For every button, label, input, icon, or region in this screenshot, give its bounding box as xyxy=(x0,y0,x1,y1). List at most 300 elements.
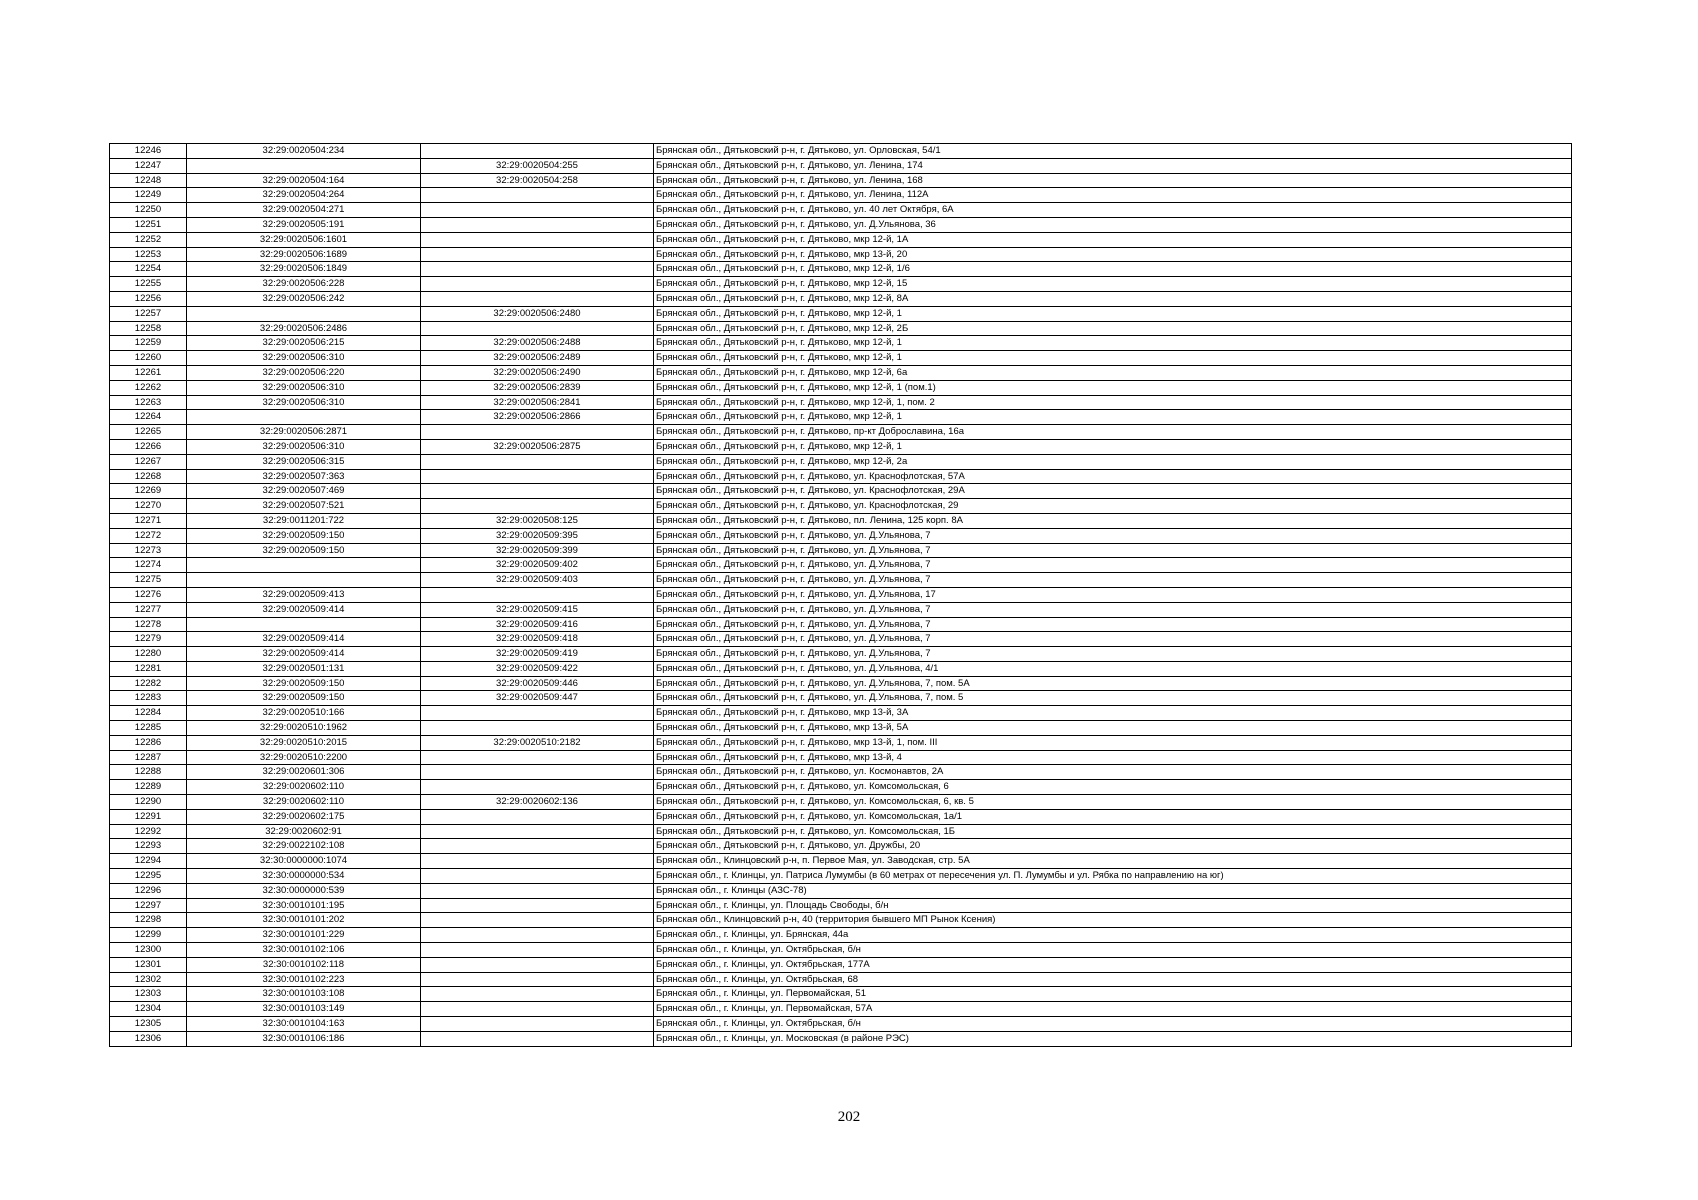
table-row xyxy=(110,898,1572,913)
address-cell: Брянская обл., Дятьковский р-н, г. Дятьково, ул. Д.Ульянова, 7 xyxy=(654,528,1572,543)
object-cadastral-number-cell xyxy=(421,484,654,499)
object-cadastral-number-cell xyxy=(421,321,654,336)
row-number-cell: 12254 xyxy=(110,262,187,277)
land-cadastral-number-cell xyxy=(187,558,421,573)
row-number-cell: 12297 xyxy=(110,898,187,913)
table-row xyxy=(110,1017,1572,1032)
table-row xyxy=(110,380,1572,395)
object-cadastral-number-cell: 32:29:0020508:125 xyxy=(421,513,654,528)
table-row xyxy=(110,661,1572,676)
land-cadastral-number-cell: 32:29:0020602:175 xyxy=(187,809,421,824)
address-cell: Брянская обл., Дятьковский р-н, г. Дятьково, мкр 12-й, 2а xyxy=(654,454,1572,469)
row-number-cell: 12265 xyxy=(110,425,187,440)
table-row xyxy=(110,632,1572,647)
row-number-cell: 12301 xyxy=(110,957,187,972)
table-row xyxy=(110,158,1572,173)
row-number-cell: 12279 xyxy=(110,632,187,647)
table-body xyxy=(110,144,1572,1047)
object-cadastral-number-cell: 32:29:0020509:395 xyxy=(421,528,654,543)
land-cadastral-number-cell: 32:30:0010101:229 xyxy=(187,928,421,943)
row-number-cell: 12275 xyxy=(110,573,187,588)
land-cadastral-number-cell: 32:29:0020509:150 xyxy=(187,676,421,691)
address-cell: Брянская обл., Дятьковский р-н, г. Дятьково, ул. Д.Ульянова, 7, пом. 5А xyxy=(654,676,1572,691)
object-cadastral-number-cell xyxy=(421,750,654,765)
address-cell: Брянская обл., Дятьковский р-н, г. Дятьково, мкр 12-й, 1 (пом.1) xyxy=(654,380,1572,395)
object-cadastral-number-cell xyxy=(421,1017,654,1032)
address-cell: Брянская обл., Дятьковский р-н, г. Дятьково, ул. Д.Ульянова, 7 xyxy=(654,632,1572,647)
row-number-cell: 12249 xyxy=(110,188,187,203)
row-number-cell: 12290 xyxy=(110,795,187,810)
land-cadastral-number-cell: 32:29:0020509:150 xyxy=(187,543,421,558)
table-row xyxy=(110,217,1572,232)
land-cadastral-number-cell: 32:30:0010102:106 xyxy=(187,943,421,958)
table-row xyxy=(110,869,1572,884)
row-number-cell: 12299 xyxy=(110,928,187,943)
object-cadastral-number-cell xyxy=(421,957,654,972)
object-cadastral-number-cell xyxy=(421,943,654,958)
table-row xyxy=(110,425,1572,440)
table-row xyxy=(110,617,1572,632)
table-row xyxy=(110,469,1572,484)
land-cadastral-number-cell: 32:29:0020507:469 xyxy=(187,484,421,499)
land-cadastral-number-cell: 32:29:0020506:220 xyxy=(187,365,421,380)
land-cadastral-number-cell: 32:30:0010102:118 xyxy=(187,957,421,972)
address-cell: Брянская обл., Дятьковский р-н, г. Дятьково, мкр 13-й, 3А xyxy=(654,706,1572,721)
table-row xyxy=(110,232,1572,247)
land-cadastral-number-cell: 32:30:0000000:1074 xyxy=(187,854,421,869)
address-cell: Брянская обл., Дятьковский р-н, г. Дятьково, мкр 12-й, 1А xyxy=(654,232,1572,247)
row-number-cell: 12281 xyxy=(110,661,187,676)
object-cadastral-number-cell xyxy=(421,1031,654,1046)
object-cadastral-number-cell xyxy=(421,203,654,218)
table-row xyxy=(110,972,1572,987)
row-number-cell: 12277 xyxy=(110,602,187,617)
land-cadastral-number-cell xyxy=(187,573,421,588)
address-cell: Брянская обл., Дятьковский р-н, г. Дятьково, ул. Д.Ульянова, 7 xyxy=(654,602,1572,617)
land-cadastral-number-cell: 32:29:0020506:1849 xyxy=(187,262,421,277)
address-cell: Брянская обл., г. Клинцы, ул. Площадь Свободы, б/н xyxy=(654,898,1572,913)
address-cell: Брянская обл., Дятьковский р-н, г. Дятьково, ул. Д.Ульянова, 7 xyxy=(654,543,1572,558)
address-cell: Брянская обл., Клинцовский р-н, п. Первое Мая, ул. Заводская, стр. 5А xyxy=(654,854,1572,869)
row-number-cell: 12274 xyxy=(110,558,187,573)
address-cell: Брянская обл., Дятьковский р-н, г. Дятьково, ул. Дружбы, 20 xyxy=(654,839,1572,854)
land-cadastral-number-cell: 32:30:0010101:195 xyxy=(187,898,421,913)
table-row xyxy=(110,987,1572,1002)
table-row xyxy=(110,321,1572,336)
land-cadastral-number-cell: 32:30:0010104:163 xyxy=(187,1017,421,1032)
land-cadastral-number-cell: 32:29:0020506:315 xyxy=(187,454,421,469)
land-cadastral-number-cell: 32:29:0020506:310 xyxy=(187,439,421,454)
land-cadastral-number-cell: 32:30:0010103:108 xyxy=(187,987,421,1002)
table-row xyxy=(110,499,1572,514)
table-row xyxy=(110,928,1572,943)
row-number-cell: 12246 xyxy=(110,144,187,159)
table-row xyxy=(110,188,1572,203)
land-cadastral-number-cell: 32:29:0020504:271 xyxy=(187,203,421,218)
table-row xyxy=(110,1002,1572,1017)
object-cadastral-number-cell xyxy=(421,706,654,721)
row-number-cell: 12300 xyxy=(110,943,187,958)
table-row xyxy=(110,839,1572,854)
row-number-cell: 12260 xyxy=(110,351,187,366)
table-row xyxy=(110,365,1572,380)
object-cadastral-number-cell xyxy=(421,928,654,943)
table-row xyxy=(110,203,1572,218)
land-cadastral-number-cell: 32:29:0020507:363 xyxy=(187,469,421,484)
object-cadastral-number-cell: 32:29:0020509:403 xyxy=(421,573,654,588)
object-cadastral-number-cell: 32:29:0020509:419 xyxy=(421,647,654,662)
address-cell: Брянская обл., Дятьковский р-н, г. Дятьково, ул. Краснофлотская, 29А xyxy=(654,484,1572,499)
address-cell: Брянская обл., Дятьковский р-н, г. Дятьково, пр-кт Доброславина, 16а xyxy=(654,425,1572,440)
land-cadastral-number-cell: 32:29:0020506:228 xyxy=(187,277,421,292)
row-number-cell: 12259 xyxy=(110,336,187,351)
object-cadastral-number-cell: 32:29:0020509:415 xyxy=(421,602,654,617)
object-cadastral-number-cell: 32:29:0020504:255 xyxy=(421,158,654,173)
address-cell: Брянская обл., Дятьковский р-н, г. Дятьково, ул. Ленина, 168 xyxy=(654,173,1572,188)
row-number-cell: 12256 xyxy=(110,291,187,306)
object-cadastral-number-cell xyxy=(421,499,654,514)
row-number-cell: 12248 xyxy=(110,173,187,188)
object-cadastral-number-cell xyxy=(421,469,654,484)
object-cadastral-number-cell xyxy=(421,898,654,913)
object-cadastral-number-cell xyxy=(421,913,654,928)
object-cadastral-number-cell xyxy=(421,824,654,839)
address-cell: Брянская обл., Дятьковский р-н, г. Дятьково, ул. Краснофлотская, 29 xyxy=(654,499,1572,514)
row-number-cell: 12270 xyxy=(110,499,187,514)
address-cell: Брянская обл., Дятьковский р-н, г. Дятьково, мкр 12-й, 8А xyxy=(654,291,1572,306)
object-cadastral-number-cell xyxy=(421,1002,654,1017)
table-row xyxy=(110,528,1572,543)
land-cadastral-number-cell: 32:29:0020509:414 xyxy=(187,632,421,647)
table-row xyxy=(110,957,1572,972)
table-row xyxy=(110,750,1572,765)
object-cadastral-number-cell xyxy=(421,987,654,1002)
land-cadastral-number-cell: 32:30:0000000:539 xyxy=(187,883,421,898)
object-cadastral-number-cell xyxy=(421,809,654,824)
address-cell: Брянская обл., Дятьковский р-н, г. Дятьково, ул. Д.Ульянова, 7 xyxy=(654,573,1572,588)
land-cadastral-number-cell: 32:29:0020506:1601 xyxy=(187,232,421,247)
land-cadastral-number-cell xyxy=(187,410,421,425)
address-cell: Брянская обл., Дятьковский р-н, г. Дятьково, ул. Д.Ульянова, 7 xyxy=(654,647,1572,662)
row-number-cell: 12278 xyxy=(110,617,187,632)
land-cadastral-number-cell: 32:29:0020507:521 xyxy=(187,499,421,514)
address-cell: Брянская обл., г. Клинцы, ул. Октябрьская, 68 xyxy=(654,972,1572,987)
object-cadastral-number-cell xyxy=(421,883,654,898)
row-number-cell: 12288 xyxy=(110,765,187,780)
table-row xyxy=(110,809,1572,824)
table-row xyxy=(110,765,1572,780)
table-row xyxy=(110,543,1572,558)
land-cadastral-number-cell: 32:30:0010102:223 xyxy=(187,972,421,987)
table-row xyxy=(110,883,1572,898)
address-cell: Брянская обл., Клинцовский р-н, 40 (территория бывшего МП Рынок Ксения) xyxy=(654,913,1572,928)
address-cell: Брянская обл., г. Клинцы, ул. Октябрьская, б/н xyxy=(654,1017,1572,1032)
row-number-cell: 12305 xyxy=(110,1017,187,1032)
object-cadastral-number-cell: 32:29:0020602:136 xyxy=(421,795,654,810)
object-cadastral-number-cell: 32:29:0020506:2841 xyxy=(421,395,654,410)
row-number-cell: 12269 xyxy=(110,484,187,499)
row-number-cell: 12291 xyxy=(110,809,187,824)
object-cadastral-number-cell xyxy=(421,854,654,869)
table-row xyxy=(110,780,1572,795)
address-cell: Брянская обл., Дятьковский р-н, г. Дятьково, мкр 12-й, 1/6 xyxy=(654,262,1572,277)
land-cadastral-number-cell: 32:29:0020504:164 xyxy=(187,173,421,188)
table-row xyxy=(110,410,1572,425)
address-cell: Брянская обл., Дятьковский р-н, г. Дятьково, ул. Комсомольская, 1Б xyxy=(654,824,1572,839)
row-number-cell: 12247 xyxy=(110,158,187,173)
object-cadastral-number-cell: 32:29:0020506:2866 xyxy=(421,410,654,425)
row-number-cell: 12261 xyxy=(110,365,187,380)
row-number-cell: 12253 xyxy=(110,247,187,262)
object-cadastral-number-cell xyxy=(421,972,654,987)
row-number-cell: 12289 xyxy=(110,780,187,795)
table-row xyxy=(110,454,1572,469)
land-cadastral-number-cell: 32:29:0020510:1962 xyxy=(187,721,421,736)
land-cadastral-number-cell: 32:29:0020510:2015 xyxy=(187,735,421,750)
address-cell: Брянская обл., г. Клинцы, ул. Московская (в районе РЭС) xyxy=(654,1031,1572,1046)
object-cadastral-number-cell: 32:29:0020509:418 xyxy=(421,632,654,647)
land-cadastral-number-cell: 32:29:0020506:2486 xyxy=(187,321,421,336)
address-cell: Брянская обл., Дятьковский р-н, г. Дятьково, ул. Ленина, 112А xyxy=(654,188,1572,203)
row-number-cell: 12252 xyxy=(110,232,187,247)
address-cell: Брянская обл., Дятьковский р-н, г. Дятьково, мкр 12-й, 1 xyxy=(654,336,1572,351)
address-cell: Брянская обл., Дятьковский р-н, г. Дятьково, мкр 13-й, 1, пом. III xyxy=(654,735,1572,750)
object-cadastral-number-cell: 32:29:0020509:416 xyxy=(421,617,654,632)
address-cell: Брянская обл., г. Клинцы, ул. Октябрьская, 177А xyxy=(654,957,1572,972)
table-row xyxy=(110,336,1572,351)
table-row xyxy=(110,395,1572,410)
land-cadastral-number-cell: 32:29:0020602:110 xyxy=(187,780,421,795)
object-cadastral-number-cell xyxy=(421,262,654,277)
land-cadastral-number-cell: 32:30:0010103:149 xyxy=(187,1002,421,1017)
land-cadastral-number-cell: 32:29:0020509:150 xyxy=(187,691,421,706)
address-cell: Брянская обл., Дятьковский р-н, г. Дятьково, ул. Д.Ульянова, 4/1 xyxy=(654,661,1572,676)
object-cadastral-number-cell xyxy=(421,188,654,203)
object-cadastral-number-cell: 32:29:0020506:2488 xyxy=(421,336,654,351)
object-cadastral-number-cell xyxy=(421,721,654,736)
land-cadastral-number-cell: 32:29:0022102:108 xyxy=(187,839,421,854)
address-cell: Брянская обл., г. Клинцы, ул. Первомайская, 51 xyxy=(654,987,1572,1002)
object-cadastral-number-cell: 32:29:0020506:2490 xyxy=(421,365,654,380)
row-number-cell: 12255 xyxy=(110,277,187,292)
address-cell: Брянская обл., Дятьковский р-н, г. Дятьково, мкр 12-й, 2Б xyxy=(654,321,1572,336)
row-number-cell: 12268 xyxy=(110,469,187,484)
row-number-cell: 12258 xyxy=(110,321,187,336)
table-row xyxy=(110,144,1572,159)
address-cell: Брянская обл., Дятьковский р-н, г. Дятьково, мкр 12-й, 6а xyxy=(654,365,1572,380)
table-row xyxy=(110,558,1572,573)
land-cadastral-number-cell: 32:29:0020506:310 xyxy=(187,351,421,366)
row-number-cell: 12284 xyxy=(110,706,187,721)
land-cadastral-number-cell: 32:29:0020509:414 xyxy=(187,647,421,662)
row-number-cell: 12295 xyxy=(110,869,187,884)
table-row xyxy=(110,306,1572,321)
object-cadastral-number-cell: 32:29:0020509:447 xyxy=(421,691,654,706)
row-number-cell: 12302 xyxy=(110,972,187,987)
address-cell: Брянская обл., г. Клинцы, ул. Брянская, 44а xyxy=(654,928,1572,943)
table-row xyxy=(110,676,1572,691)
land-cadastral-number-cell xyxy=(187,617,421,632)
object-cadastral-number-cell xyxy=(421,587,654,602)
row-number-cell: 12283 xyxy=(110,691,187,706)
land-cadastral-number-cell: 32:30:0000000:534 xyxy=(187,869,421,884)
row-number-cell: 12282 xyxy=(110,676,187,691)
address-cell: Брянская обл., г. Клинцы, ул. Октябрьская, б/н xyxy=(654,943,1572,958)
row-number-cell: 12272 xyxy=(110,528,187,543)
row-number-cell: 12287 xyxy=(110,750,187,765)
row-number-cell: 12264 xyxy=(110,410,187,425)
land-cadastral-number-cell: 32:30:0010106:186 xyxy=(187,1031,421,1046)
object-cadastral-number-cell xyxy=(421,217,654,232)
table-row xyxy=(110,824,1572,839)
address-cell: Брянская обл., Дятьковский р-н, г. Дятьково, мкр 12-й, 1 xyxy=(654,410,1572,425)
land-cadastral-number-cell: 32:29:0011201:722 xyxy=(187,513,421,528)
address-cell: Брянская обл., Дятьковский р-н, г. Дятьково, ул. 40 лет Октября, 6А xyxy=(654,203,1572,218)
table-row xyxy=(110,587,1572,602)
table-row xyxy=(110,573,1572,588)
address-cell: Брянская обл., Дятьковский р-н, г. Дятьково, ул. Д.Ульянова, 7 xyxy=(654,558,1572,573)
address-cell: Брянская обл., Дятьковский р-н, г. Дятьково, ул. Ленина, 174 xyxy=(654,158,1572,173)
table-row xyxy=(110,439,1572,454)
land-cadastral-number-cell xyxy=(187,158,421,173)
object-cadastral-number-cell xyxy=(421,425,654,440)
address-cell: Брянская обл., Дятьковский р-н, г. Дятьково, мкр 12-й, 1 xyxy=(654,439,1572,454)
address-cell: Брянская обл., Дятьковский р-н, г. Дятьково, пл. Ленина, 125 корп. 8А xyxy=(654,513,1572,528)
address-cell: Брянская обл., Дятьковский р-н, г. Дятьково, мкр 12-й, 1, пом. 2 xyxy=(654,395,1572,410)
address-cell: Брянская обл., Дятьковский р-н, г. Дятьково, ул. Д.Ульянова, 36 xyxy=(654,217,1572,232)
land-cadastral-number-cell: 32:29:0020510:166 xyxy=(187,706,421,721)
address-cell: Брянская обл., Дятьковский р-н, г. Дятьково, ул. Д.Ульянова, 7, пом. 5 xyxy=(654,691,1572,706)
object-cadastral-number-cell xyxy=(421,765,654,780)
land-cadastral-number-cell xyxy=(187,306,421,321)
land-cadastral-number-cell: 32:29:0020504:234 xyxy=(187,144,421,159)
row-number-cell: 12303 xyxy=(110,987,187,1002)
row-number-cell: 12266 xyxy=(110,439,187,454)
row-number-cell: 12306 xyxy=(110,1031,187,1046)
object-cadastral-number-cell: 32:29:0020509:399 xyxy=(421,543,654,558)
table-row xyxy=(110,691,1572,706)
cadastral-table xyxy=(109,143,1572,1047)
object-cadastral-number-cell: 32:29:0020509:422 xyxy=(421,661,654,676)
land-cadastral-number-cell: 32:29:0020602:110 xyxy=(187,795,421,810)
land-cadastral-number-cell: 32:29:0020506:242 xyxy=(187,291,421,306)
address-cell: Брянская обл., Дятьковский р-н, г. Дятьково, мкр 12-й, 1 xyxy=(654,351,1572,366)
table-row xyxy=(110,602,1572,617)
table-row xyxy=(110,721,1572,736)
table-row xyxy=(110,706,1572,721)
table-row xyxy=(110,262,1572,277)
table-row xyxy=(110,647,1572,662)
land-cadastral-number-cell: 32:29:0020504:264 xyxy=(187,188,421,203)
row-number-cell: 12293 xyxy=(110,839,187,854)
address-cell: Брянская обл., Дятьковский р-н, г. Дятьково, мкр 12-й, 15 xyxy=(654,277,1572,292)
land-cadastral-number-cell: 32:29:0020509:414 xyxy=(187,602,421,617)
object-cadastral-number-cell: 32:29:0020506:2480 xyxy=(421,306,654,321)
table-row xyxy=(110,735,1572,750)
address-cell: Брянская обл., Дятьковский р-н, г. Дятьково, ул. Краснофлотская, 57А xyxy=(654,469,1572,484)
table-row xyxy=(110,795,1572,810)
object-cadastral-number-cell: 32:29:0020509:402 xyxy=(421,558,654,573)
row-number-cell: 12294 xyxy=(110,854,187,869)
table-row xyxy=(110,513,1572,528)
page-number: 202 xyxy=(837,1109,861,1125)
land-cadastral-number-cell: 32:29:0020506:215 xyxy=(187,336,421,351)
table-row xyxy=(110,277,1572,292)
row-number-cell: 12267 xyxy=(110,454,187,469)
land-cadastral-number-cell: 32:29:0020509:150 xyxy=(187,528,421,543)
row-number-cell: 12276 xyxy=(110,587,187,602)
row-number-cell: 12280 xyxy=(110,647,187,662)
object-cadastral-number-cell xyxy=(421,780,654,795)
address-cell: Брянская обл., Дятьковский р-н, г. Дятьково, ул. Комсомольская, 1а/1 xyxy=(654,809,1572,824)
land-cadastral-number-cell: 32:29:0020601:306 xyxy=(187,765,421,780)
land-cadastral-number-cell: 32:29:0020506:310 xyxy=(187,395,421,410)
object-cadastral-number-cell: 32:29:0020510:2182 xyxy=(421,735,654,750)
object-cadastral-number-cell xyxy=(421,869,654,884)
row-number-cell: 12296 xyxy=(110,883,187,898)
address-cell: Брянская обл., Дятьковский р-н, г. Дятьково, ул. Космонавтов, 2А xyxy=(654,765,1572,780)
object-cadastral-number-cell xyxy=(421,232,654,247)
address-cell: Брянская обл., Дятьковский р-н, г. Дятьково, мкр 12-й, 1 xyxy=(654,306,1572,321)
land-cadastral-number-cell: 32:29:0020506:310 xyxy=(187,380,421,395)
row-number-cell: 12271 xyxy=(110,513,187,528)
table-row xyxy=(110,1031,1572,1046)
address-cell: Брянская обл., Дятьковский р-н, г. Дятьково, мкр 13-й, 20 xyxy=(654,247,1572,262)
table-row xyxy=(110,484,1572,499)
address-cell: Брянская обл., Дятьковский р-н, г. Дятьково, ул. Орловская, 54/1 xyxy=(654,144,1572,159)
object-cadastral-number-cell xyxy=(421,277,654,292)
object-cadastral-number-cell: 32:29:0020504:258 xyxy=(421,173,654,188)
object-cadastral-number-cell: 32:29:0020509:446 xyxy=(421,676,654,691)
address-cell: Брянская обл., г. Клинцы (АЗС-78) xyxy=(654,883,1572,898)
object-cadastral-number-cell: 32:29:0020506:2875 xyxy=(421,439,654,454)
land-cadastral-number-cell: 32:30:0010101:202 xyxy=(187,913,421,928)
table-row xyxy=(110,351,1572,366)
row-number-cell: 12304 xyxy=(110,1002,187,1017)
object-cadastral-number-cell: 32:29:0020506:2839 xyxy=(421,380,654,395)
row-number-cell: 12262 xyxy=(110,380,187,395)
row-number-cell: 12285 xyxy=(110,721,187,736)
row-number-cell: 12298 xyxy=(110,913,187,928)
table-row xyxy=(110,913,1572,928)
row-number-cell: 12251 xyxy=(110,217,187,232)
table-row xyxy=(110,247,1572,262)
address-cell: Брянская обл., Дятьковский р-н, г. Дятьково, ул. Д.Ульянова, 17 xyxy=(654,587,1572,602)
row-number-cell: 12292 xyxy=(110,824,187,839)
address-cell: Брянская обл., Дятьковский р-н, г. Дятьково, ул. Комсомольская, 6 xyxy=(654,780,1572,795)
object-cadastral-number-cell xyxy=(421,144,654,159)
address-cell: Брянская обл., г. Клинцы, ул. Патриса Лумумбы (в 60 метрах от пересечения ул. П. Лумумбы и ул. Рябка по направлению на юг) xyxy=(654,869,1572,884)
address-cell: Брянская обл., Дятьковский р-н, г. Дятьково, мкр 13-й, 5А xyxy=(654,721,1572,736)
row-number-cell: 12263 xyxy=(110,395,187,410)
table-row xyxy=(110,943,1572,958)
object-cadastral-number-cell xyxy=(421,291,654,306)
row-number-cell: 12257 xyxy=(110,306,187,321)
land-cadastral-number-cell: 32:29:0020505:191 xyxy=(187,217,421,232)
row-number-cell: 12273 xyxy=(110,543,187,558)
table-row xyxy=(110,854,1572,869)
address-cell: Брянская обл., г. Клинцы, ул. Первомайская, 57А xyxy=(654,1002,1572,1017)
address-cell: Брянская обл., Дятьковский р-н, г. Дятьково, ул. Д.Ульянова, 7 xyxy=(654,617,1572,632)
object-cadastral-number-cell xyxy=(421,247,654,262)
land-cadastral-number-cell: 32:29:0020506:2871 xyxy=(187,425,421,440)
land-cadastral-number-cell: 32:29:0020509:413 xyxy=(187,587,421,602)
object-cadastral-number-cell xyxy=(421,454,654,469)
object-cadastral-number-cell xyxy=(421,839,654,854)
address-cell: Брянская обл., Дятьковский р-н, г. Дятьково, мкр 13-й, 4 xyxy=(654,750,1572,765)
table-row xyxy=(110,173,1572,188)
land-cadastral-number-cell: 32:29:0020602:91 xyxy=(187,824,421,839)
